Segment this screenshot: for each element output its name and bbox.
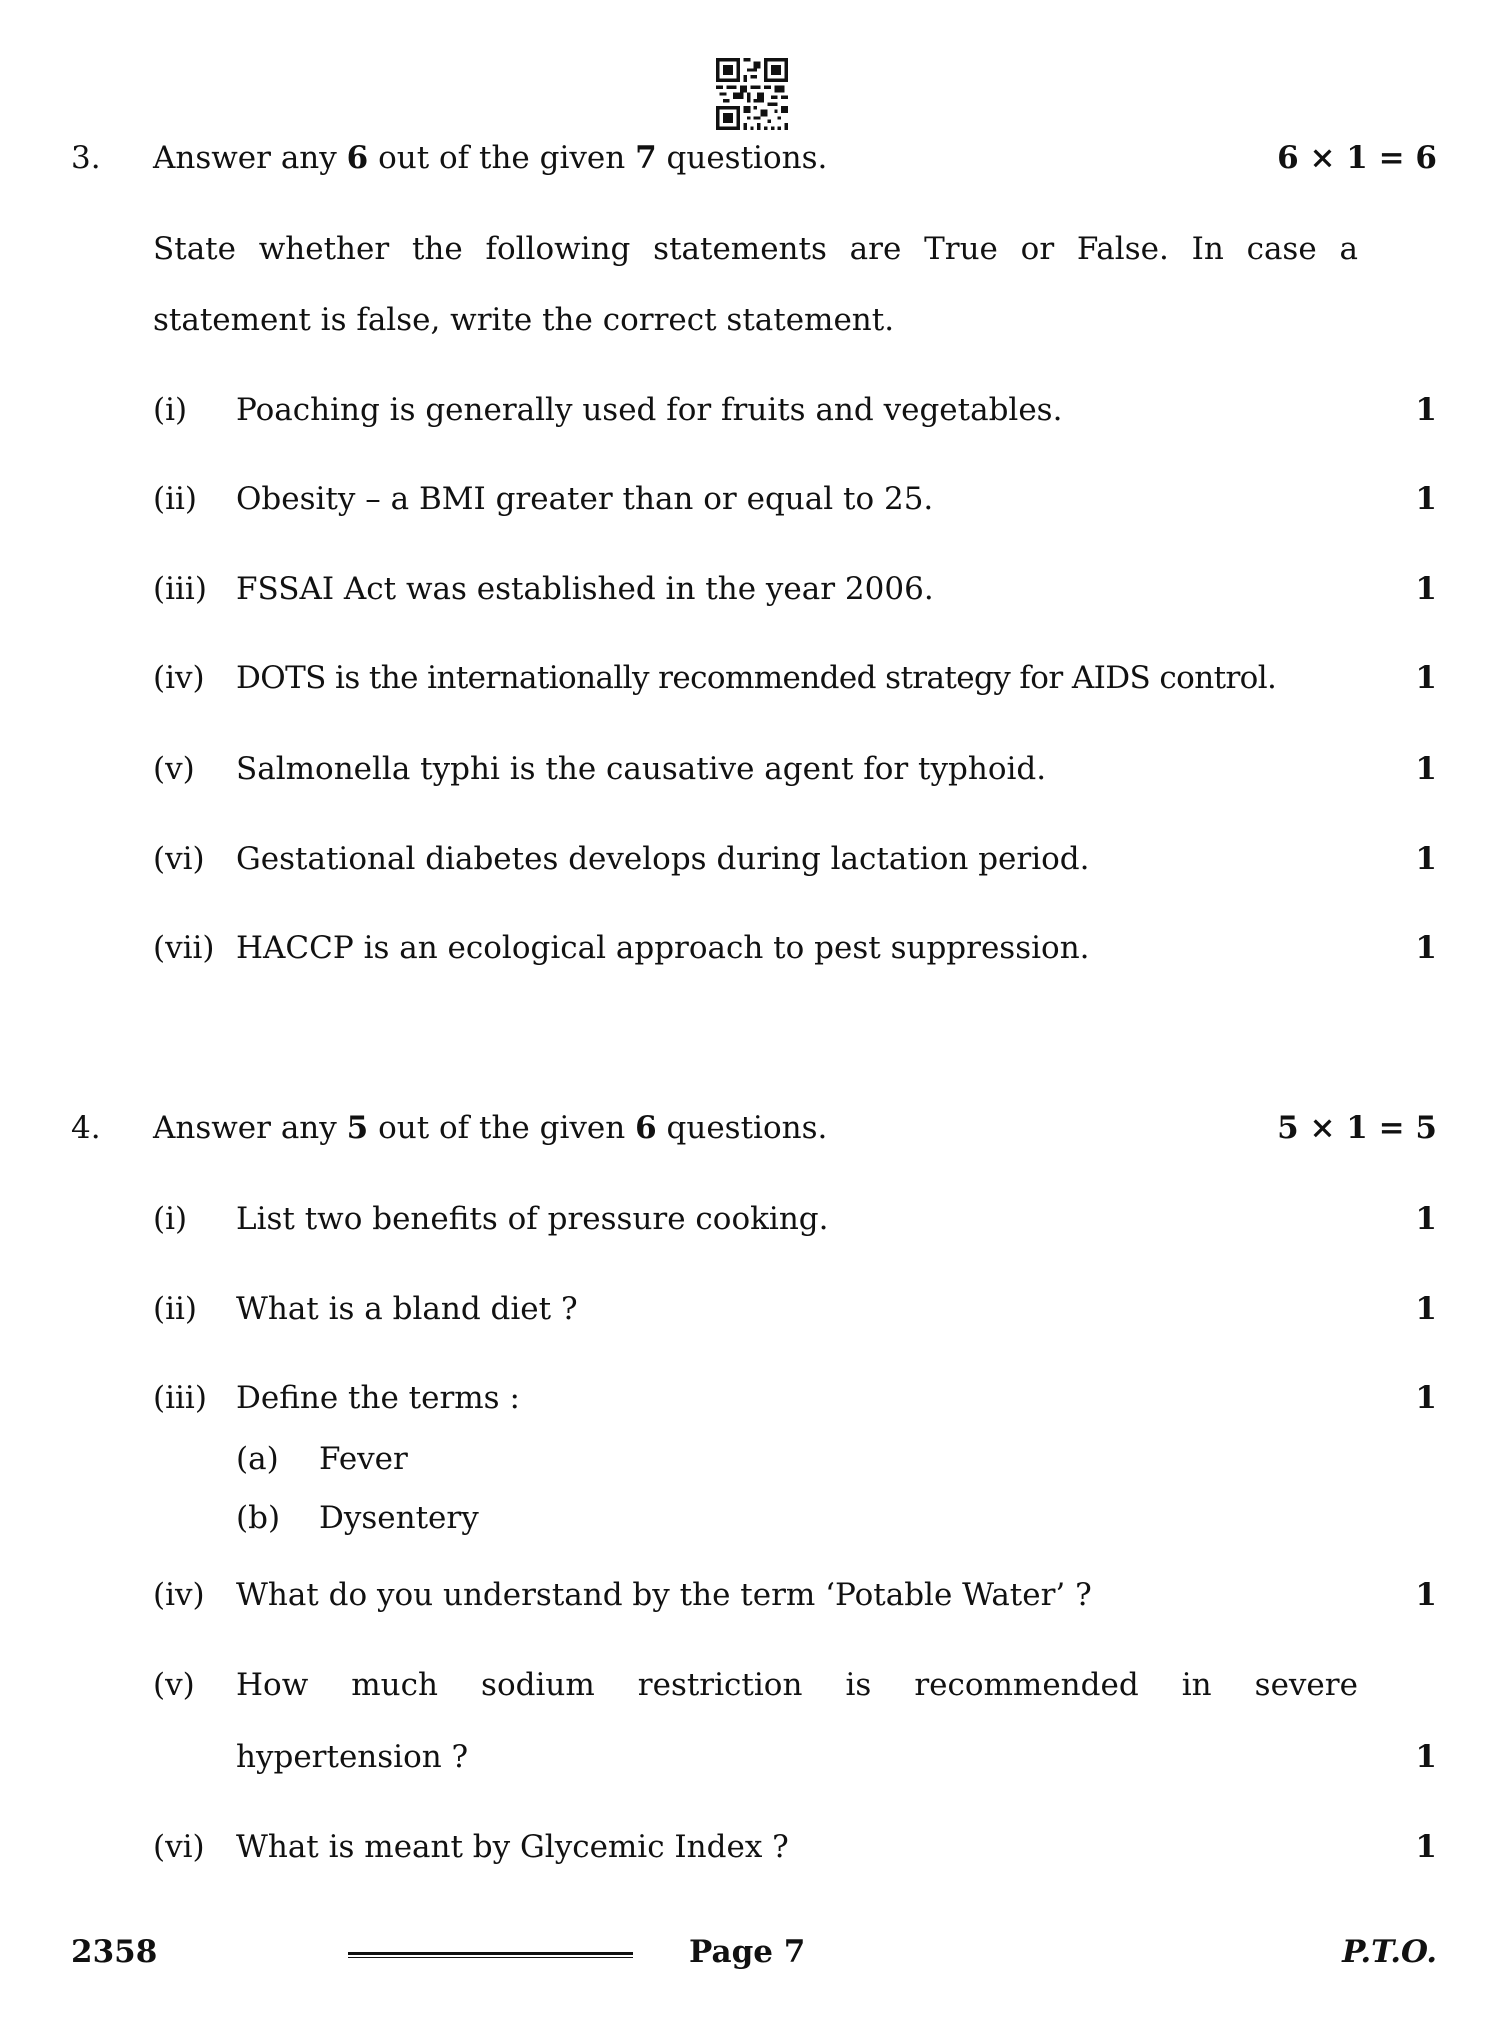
word: are — [849, 231, 902, 267]
item-text: Define the terms : — [236, 1380, 520, 1416]
item-marks: 1 — [1415, 1291, 1437, 1327]
item-text-line-2: hypertension ? — [236, 1739, 469, 1775]
item-marks: 1 — [1415, 1380, 1437, 1416]
header-total: 6 — [635, 1110, 657, 1146]
word: State — [153, 231, 236, 267]
paper-code: 2358 — [71, 1934, 158, 1970]
question-number: 3. — [71, 140, 101, 176]
question-marks: 6 × 1 = 6 — [1277, 140, 1437, 176]
sub-item-label: (b) — [236, 1500, 281, 1536]
word: How — [236, 1667, 309, 1703]
item-label: (iii) — [153, 1380, 207, 1416]
item-label: (i) — [153, 392, 188, 428]
question-header — [153, 1108, 827, 1148]
header-text: Answer any — [153, 1110, 347, 1146]
word: False. — [1076, 231, 1169, 267]
header-text: out of the given — [368, 140, 636, 176]
item-marks: 1 — [1415, 571, 1437, 607]
item-marks: 1 — [1415, 1577, 1437, 1613]
word: or — [1020, 231, 1055, 267]
question-header — [153, 138, 827, 178]
word: whether — [258, 231, 390, 267]
footer-divider — [348, 1952, 633, 1958]
item-label: (v) — [153, 751, 195, 787]
header-text: out of the given — [368, 1110, 636, 1146]
header-text: questions. — [656, 140, 828, 176]
header-count: 5 — [346, 1110, 369, 1146]
item-label: (ii) — [153, 481, 198, 517]
item-text: HACCP is an ecological approach to pest suppression. — [236, 930, 1090, 966]
item-text-line-1 — [236, 1665, 1358, 1705]
word: the — [411, 231, 463, 267]
sub-item-text: Dysentery — [319, 1500, 479, 1536]
item-marks: 1 — [1415, 392, 1437, 428]
word: True — [924, 231, 998, 267]
word: severe — [1254, 1667, 1358, 1703]
question-marks: 5 × 1 = 5 — [1277, 1110, 1437, 1146]
word: recommended — [914, 1667, 1139, 1703]
pto-label: P.T.O. — [1342, 1934, 1437, 1970]
word: in — [1181, 1667, 1212, 1703]
item-text: List two benefits of pressure cooking. — [236, 1201, 829, 1237]
item-label: (ii) — [153, 1291, 198, 1327]
header-total: 7 — [635, 140, 657, 176]
item-label: (iii) — [153, 571, 207, 607]
item-label: (i) — [153, 1201, 188, 1237]
item-text: FSSAI Act was established in the year 2006. — [236, 571, 934, 607]
item-marks: 1 — [1415, 660, 1437, 696]
word: restriction — [637, 1667, 803, 1703]
word: In — [1191, 231, 1224, 267]
sub-item-text: Fever — [319, 1441, 408, 1477]
item-label: (iv) — [153, 1577, 205, 1613]
instruction-line-2: statement is false, write the correct statement. — [153, 302, 895, 338]
item-marks: 1 — [1415, 930, 1437, 966]
sub-item-label: (a) — [236, 1441, 279, 1477]
word: much — [351, 1667, 438, 1703]
qr-code-icon — [716, 58, 788, 130]
word: a — [1339, 231, 1358, 267]
word: sodium — [481, 1667, 595, 1703]
item-label: (vii) — [153, 930, 215, 966]
item-text: What is meant by Glycemic Index ? — [236, 1829, 789, 1865]
header-count: 6 — [346, 140, 369, 176]
item-text: Gestational diabetes develops during lactation period. — [236, 841, 1090, 877]
item-marks: 1 — [1415, 841, 1437, 877]
item-marks: 1 — [1415, 1739, 1437, 1775]
item-text: Poaching is generally used for fruits and vegetables. — [236, 392, 1063, 428]
item-text: DOTS is the internationally recommended strategy for AIDS control. — [236, 660, 1277, 696]
item-marks: 1 — [1415, 481, 1437, 517]
item-label: (v) — [153, 1667, 195, 1703]
item-label: (iv) — [153, 660, 205, 696]
header-text: Answer any — [153, 140, 347, 176]
item-marks: 1 — [1415, 1829, 1437, 1865]
page-number: Page 7 — [689, 1934, 806, 1970]
word: statements — [653, 231, 827, 267]
item-marks: 1 — [1415, 751, 1437, 787]
word: following — [485, 231, 631, 267]
item-text: Obesity – a BMI greater than or equal to 25. — [236, 481, 934, 517]
item-text: What is a bland diet ? — [236, 1291, 578, 1327]
header-text: questions. — [656, 1110, 828, 1146]
item-label: (vi) — [153, 1829, 205, 1865]
item-label: (vi) — [153, 841, 205, 877]
item-text: What do you understand by the term ‘Potable Water’ ? — [236, 1577, 1092, 1613]
word: case — [1246, 231, 1317, 267]
item-marks: 1 — [1415, 1201, 1437, 1237]
question-number: 4. — [71, 1110, 101, 1146]
instruction-line-1 — [153, 229, 1358, 269]
word: is — [845, 1667, 872, 1703]
item-text: Salmonella typhi is the causative agent for typhoid. — [236, 751, 1047, 787]
